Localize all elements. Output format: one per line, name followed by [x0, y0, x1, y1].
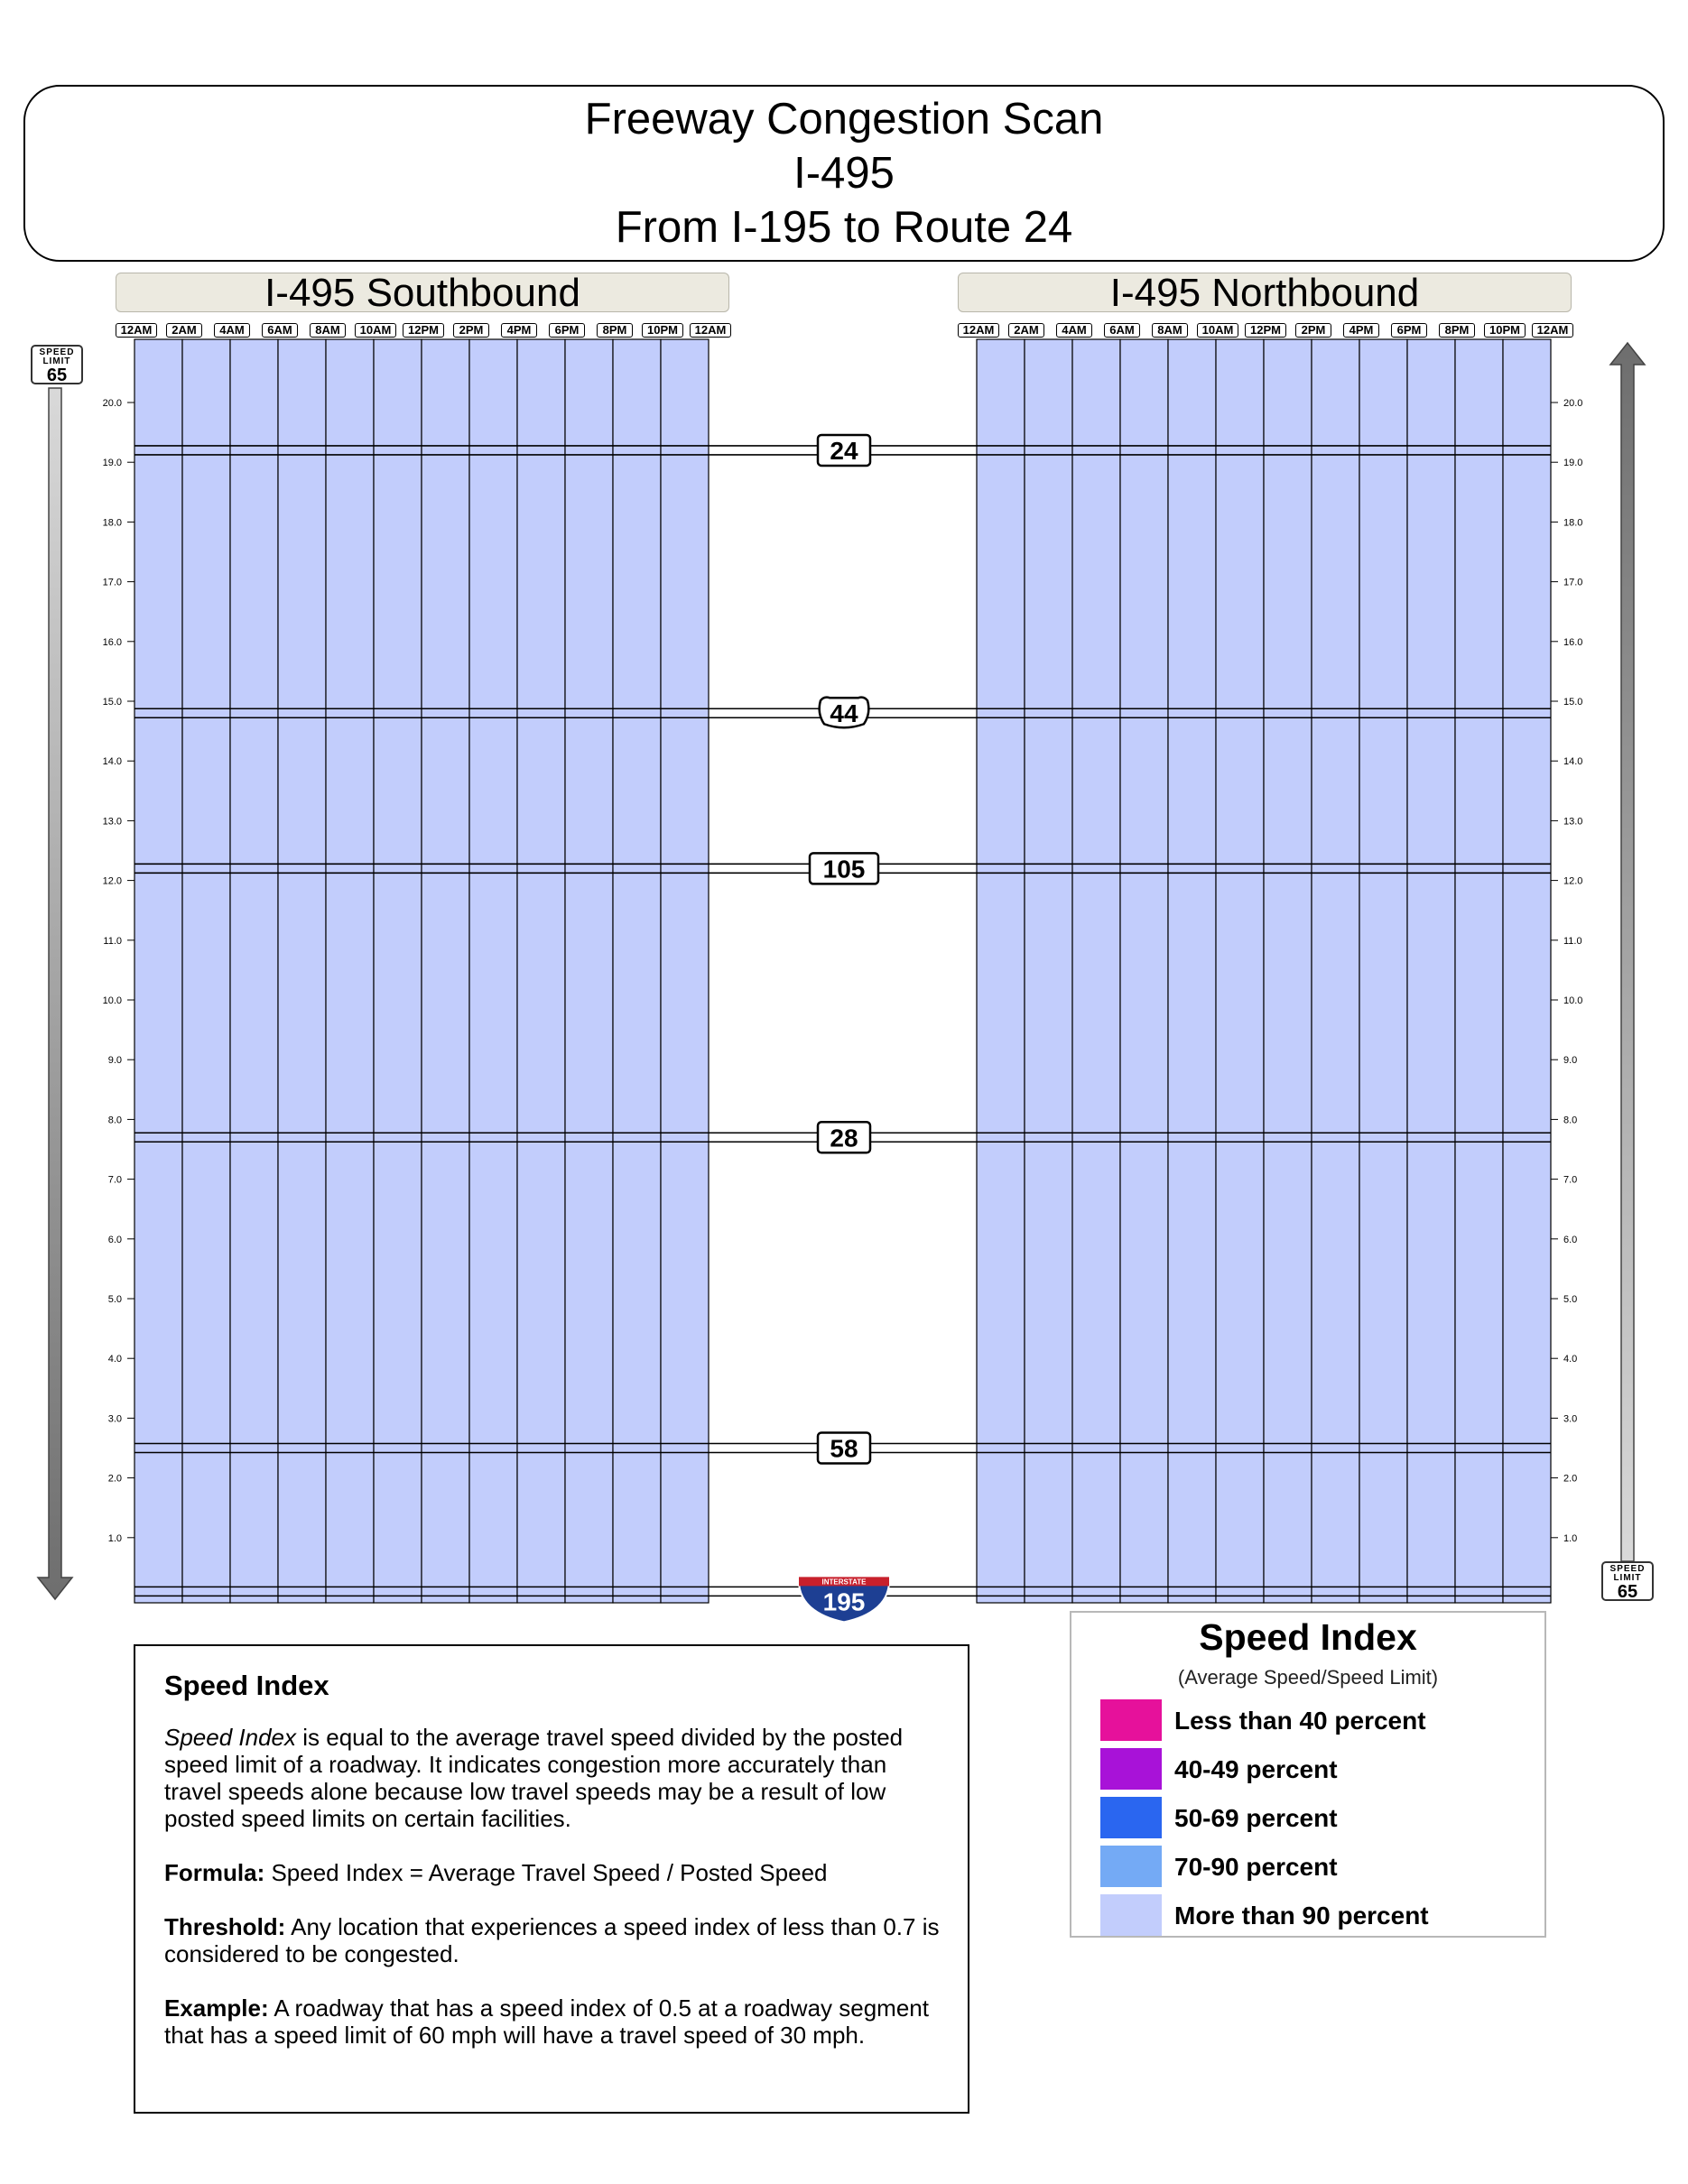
route-shield-label: 44	[830, 699, 858, 728]
info-title: Speed Index	[164, 1670, 329, 1701]
heatmap-cell-column	[1264, 339, 1312, 1603]
heatmap-cell-column	[661, 339, 709, 1603]
southbound-heatmap	[134, 339, 709, 1603]
page-title: Freeway Congestion Scan	[584, 95, 1104, 143]
mile-tick-label-left: 12.0	[102, 875, 122, 887]
heatmap-cell-column	[1120, 339, 1168, 1603]
time-label: 4AM	[1056, 323, 1092, 338]
mile-tick-label-left: 8.0	[107, 1115, 122, 1126]
legend-swatch	[1100, 1699, 1162, 1741]
time-label: 12PM	[403, 323, 444, 338]
heatmap-cell-column	[182, 339, 230, 1603]
mile-tick-label-left: 5.0	[107, 1294, 122, 1305]
mile-tick-label-left: 13.0	[102, 816, 122, 828]
legend-swatch	[1100, 1894, 1162, 1936]
time-label: 12AM	[1532, 323, 1573, 338]
legend-label: 70-90 percent	[1174, 1853, 1338, 1881]
mile-tick-label-right: 6.0	[1563, 1234, 1578, 1245]
legend-subtitle: (Average Speed/Speed Limit)	[1177, 1666, 1439, 1689]
heatmap-cell-column	[326, 339, 374, 1603]
mile-tick-label-left: 11.0	[103, 935, 122, 947]
heatmap-cell-column	[134, 339, 182, 1603]
heatmap-cell-column	[422, 339, 469, 1603]
mile-tick-label-right: 17.0	[1563, 577, 1583, 588]
mile-tick-label-right: 12.0	[1563, 875, 1583, 887]
speed-index-info-box	[134, 1644, 969, 2114]
mile-tick-label-left: 17.0	[102, 577, 122, 588]
time-label: 10AM	[1197, 323, 1238, 338]
time-label: 10PM	[1484, 323, 1526, 338]
route-shield-label: 195	[822, 1587, 866, 1616]
mile-tick-label-left: 16.0	[102, 636, 122, 648]
mile-tick-label-right: 1.0	[1563, 1532, 1578, 1544]
mile-tick-label-right: 13.0	[1563, 816, 1583, 828]
legend-swatch	[1100, 1797, 1162, 1838]
mile-tick-label-left: 9.0	[107, 1055, 122, 1067]
route-shield-label: 58	[830, 1434, 858, 1463]
mile-tick-label-right: 16.0	[1563, 636, 1583, 648]
mile-tick-label-left: 6.0	[107, 1234, 122, 1245]
mile-tick-label-left: 19.0	[102, 458, 122, 469]
mile-tick-label-left: 14.0	[102, 756, 122, 768]
heatmap-cell-column	[1359, 339, 1407, 1603]
legend-swatch	[1100, 1748, 1162, 1790]
legend-swatch	[1100, 1846, 1162, 1887]
southbound-header: I-495 Southbound	[116, 273, 729, 312]
route-shield-label: 28	[830, 1124, 858, 1152]
mile-tick-label-right: 18.0	[1563, 517, 1583, 529]
mile-tick-label-right: 9.0	[1563, 1055, 1578, 1067]
mile-tick-label-right: 11.0	[1563, 935, 1582, 947]
heatmap-cell-column	[613, 339, 661, 1603]
mile-tick-label-right: 2.0	[1563, 1473, 1578, 1485]
mile-tick-label-left: 3.0	[107, 1413, 122, 1425]
time-label: 4AM	[214, 323, 250, 338]
mile-tick-label-right: 14.0	[1563, 756, 1583, 768]
time-label: 10AM	[355, 323, 396, 338]
mile-tick-label-left: 7.0	[107, 1174, 122, 1186]
mile-tick-label-right: 15.0	[1563, 697, 1583, 708]
heatmap-cell-column	[1168, 339, 1216, 1603]
northbound-heatmap	[977, 339, 1551, 1603]
time-label: 2AM	[1008, 323, 1044, 338]
time-label: 2PM	[1295, 323, 1331, 338]
heatmap-cell-column	[1407, 339, 1455, 1603]
heatmap-cell-column	[1455, 339, 1503, 1603]
northbound-header: I-495 Northbound	[958, 273, 1572, 312]
heatmap-cell-column	[565, 339, 613, 1603]
legend-title: Speed Index	[1199, 1616, 1417, 1658]
heatmap-cell-column	[1216, 339, 1264, 1603]
route-shield-label: 105	[822, 855, 866, 884]
info-definition: Speed Index is equal to the average travel speed divided by the posted speed limit of a roadway. It indicates congestion more accurately than travel speeds alone because low travel speeds may be a result of low posted speed limits on certain facilities.	[164, 1724, 904, 1832]
mile-tick-label-right: 3.0	[1563, 1413, 1578, 1425]
time-label: 6PM	[549, 323, 585, 338]
legend-label: 50-69 percent	[1174, 1804, 1338, 1832]
heatmap-cell-column	[278, 339, 326, 1603]
heatmap-cell-column	[469, 339, 517, 1603]
route-name: I-495	[793, 149, 895, 198]
speed-index-legend	[1070, 1611, 1546, 1938]
mile-tick-label-right: 7.0	[1563, 1174, 1578, 1186]
time-label: 8AM	[310, 323, 346, 338]
time-label: 12AM	[958, 323, 999, 338]
mile-tick-label-left: 20.0	[102, 398, 122, 409]
time-label: 12AM	[116, 323, 157, 338]
mile-tick-label-right: 20.0	[1563, 398, 1583, 409]
heatmap-cell-column	[230, 339, 278, 1603]
speed-limit-sign-southbound: SPEED LIMIT 65	[31, 345, 83, 384]
time-label: 6AM	[1104, 323, 1140, 338]
mile-tick-label-left: 4.0	[107, 1354, 122, 1365]
mile-tick-label-right: 4.0	[1563, 1354, 1578, 1365]
mile-tick-label-left: 2.0	[107, 1473, 122, 1485]
time-label: 8PM	[1439, 323, 1475, 338]
heatmap-cell-column	[1312, 339, 1359, 1603]
time-label: 4PM	[1343, 323, 1379, 338]
info-example: Example: A roadway that has a speed index of 0.5 at a roadway segment that has a speed limit of 60 mph will have a travel speed of 30 mph.	[164, 1994, 929, 2049]
route-extent: From I-195 to Route 24	[615, 203, 1073, 252]
mile-tick-label-left: 1.0	[107, 1532, 122, 1544]
mile-tick-label-left: 15.0	[102, 697, 122, 708]
legend-label: Less than 40 percent	[1174, 1707, 1426, 1735]
time-label: 12AM	[690, 323, 731, 338]
heatmap-cell-column	[1072, 339, 1120, 1603]
heatmap-cell-column	[1503, 339, 1551, 1603]
interstate-shield-top-label: INTERSTATE	[821, 1578, 867, 1587]
mile-tick-label-left: 18.0	[102, 517, 122, 529]
time-label: 4PM	[501, 323, 537, 338]
time-label: 12PM	[1245, 323, 1286, 338]
route-shield-label: 24	[830, 436, 858, 465]
info-threshold: Threshold: Any location that experiences a speed index of less than 0.7 is considered to be congested.	[164, 1913, 940, 1967]
mile-tick-label-right: 5.0	[1563, 1294, 1578, 1305]
northbound-direction-arrow	[1610, 343, 1645, 1561]
mile-tick-label-left: 10.0	[102, 995, 122, 1006]
heatmap-cell-column	[1025, 339, 1072, 1603]
heatmap-cell-column	[517, 339, 565, 1603]
legend-label: 40-49 percent	[1174, 1755, 1338, 1783]
time-label: 8PM	[597, 323, 633, 338]
southbound-direction-arrow	[38, 388, 72, 1599]
heatmap-cell-column	[374, 339, 422, 1603]
mile-tick-label-right: 19.0	[1563, 458, 1583, 469]
legend-label: More than 90 percent	[1174, 1902, 1429, 1930]
heatmap-cell-column	[977, 339, 1025, 1603]
time-label: 2PM	[453, 323, 489, 338]
time-label: 8AM	[1152, 323, 1188, 338]
time-label: 10PM	[642, 323, 683, 338]
time-label: 6AM	[262, 323, 298, 338]
speed-limit-sign-northbound: SPEED LIMIT 65	[1601, 1561, 1654, 1601]
info-formula: Formula: Speed Index = Average Travel Speed / Posted Speed	[164, 1859, 828, 1886]
mile-tick-label-right: 8.0	[1563, 1115, 1578, 1126]
time-label: 6PM	[1391, 323, 1427, 338]
mile-tick-label-right: 10.0	[1563, 995, 1583, 1006]
time-label: 2AM	[166, 323, 202, 338]
